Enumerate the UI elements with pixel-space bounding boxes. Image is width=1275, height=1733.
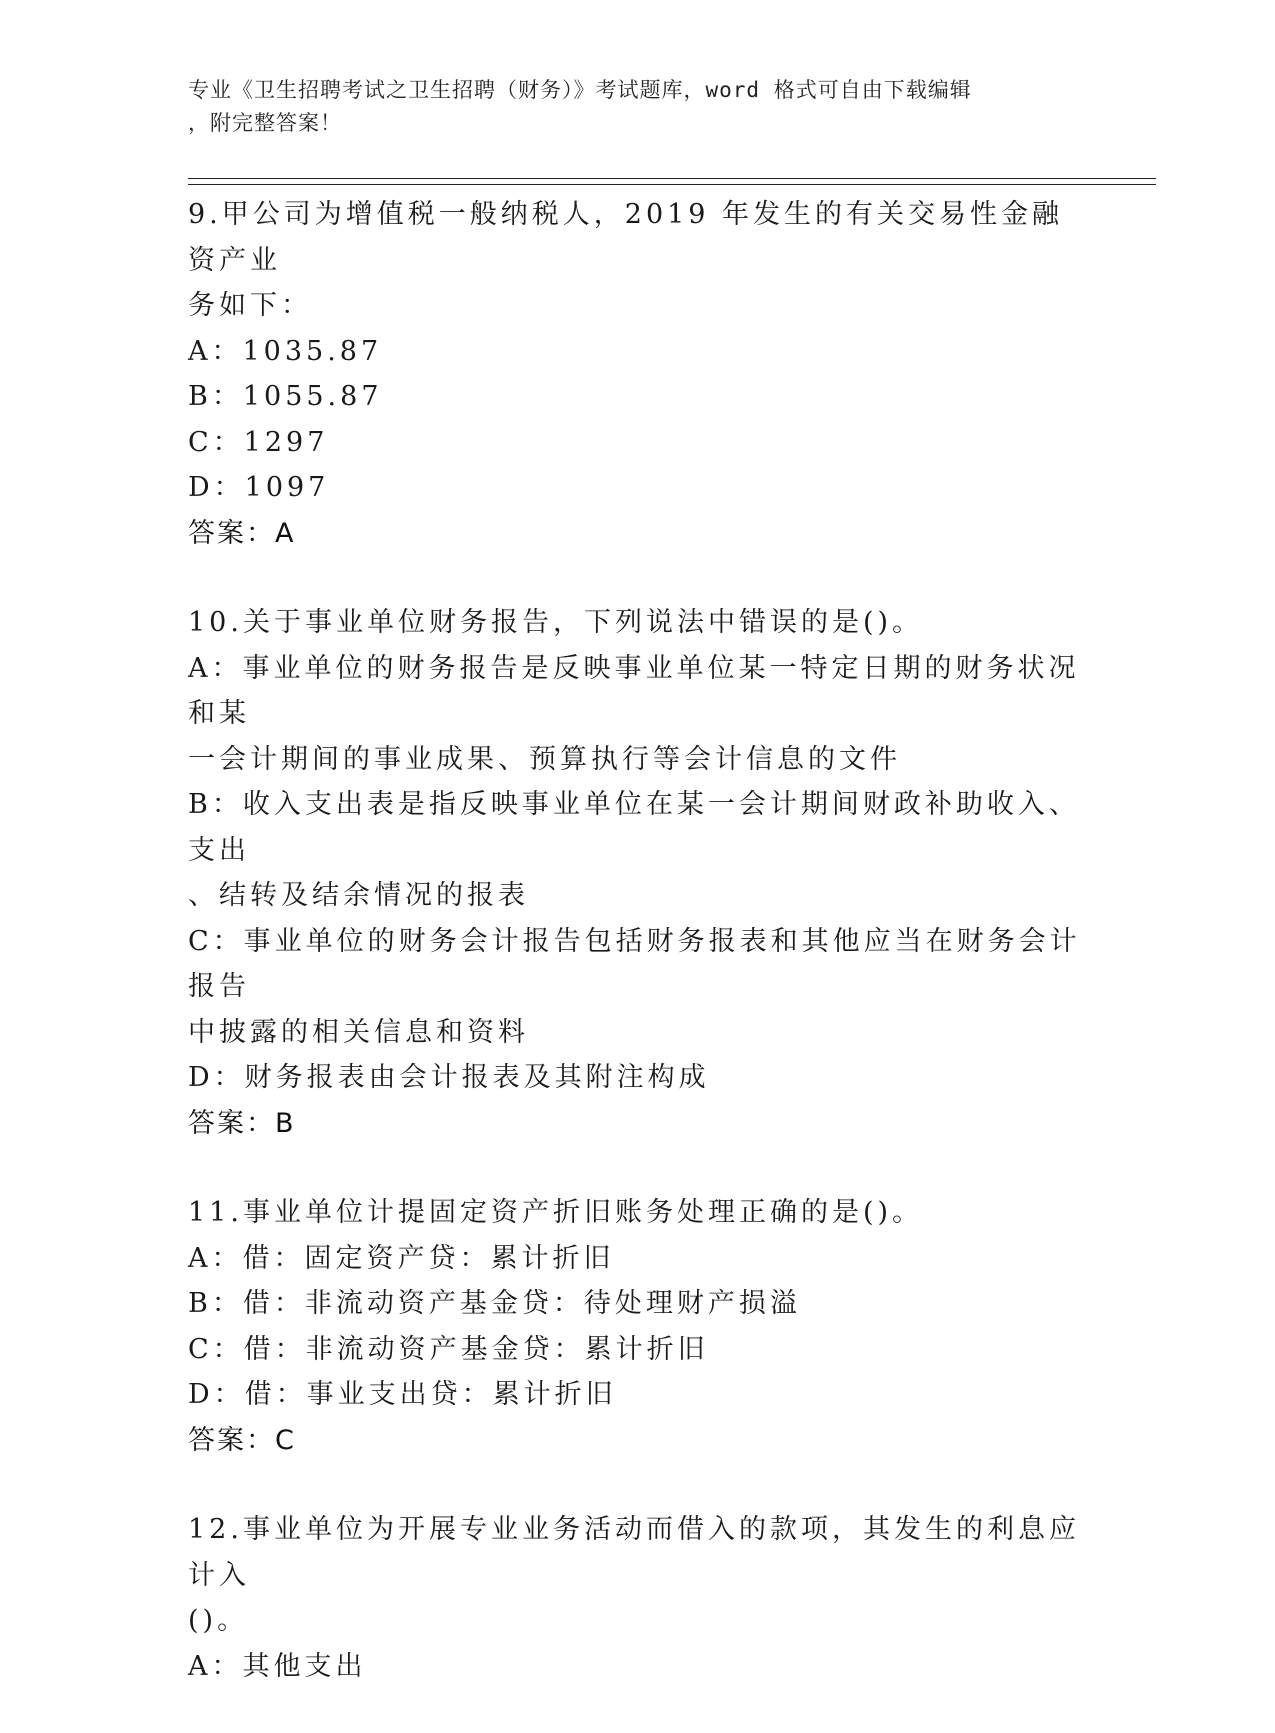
question-text-line: 务如下： [188, 290, 312, 321]
question-text-line: 10.关于事业单位财务报告，下列说法中错误的是()。 [188, 607, 924, 638]
option-b-cont: 、结转及结余情况的报表 [188, 880, 529, 911]
question-text-line: 9.甲公司为增值税一般纳税人，2019 年发生的有关交易性金融资产业 [188, 199, 1064, 276]
answer-label: 答案：A [188, 517, 296, 549]
option-a-cont: 一会计期间的事业成果、预算执行等会计信息的文件 [188, 743, 901, 775]
header-line-2: ，附完整答案！ [188, 111, 342, 135]
question-9 [188, 192, 1088, 556]
document-header [188, 74, 1068, 140]
option-a: A：借：固定资产贷：累计折旧 [188, 1242, 615, 1274]
option-b: B：借：非流动资产基金贷：待处理财产损溢 [188, 1288, 801, 1319]
header-line-1: 专业《卫生招聘考试之卫生招聘（财务）》考试题库，word 格式可自由下载编辑 [188, 78, 972, 102]
option-d: D：财务报表由会计报表及其附注构成 [188, 1062, 710, 1093]
option-b: B：1055.87 [188, 381, 383, 412]
question-10 [188, 600, 1088, 1146]
option-a: A：事业单位的财务报告是反映事业单位某一特定日期的财务状况和某 [188, 652, 1080, 729]
option-d: D：1097 [188, 472, 330, 503]
option-c: C：事业单位的财务会计报告包括财务报表和其他应当在财务会计报告 [188, 925, 1081, 1002]
header-divider-bottom [188, 184, 1156, 185]
answer-label: 答案：C [188, 1424, 296, 1456]
answer-label: 答案：B [188, 1107, 296, 1139]
question-text-line: 12.事业单位为开展专业业务活动而借入的款项，其发生的利息应计入 [188, 1514, 1080, 1591]
question-text-line: 11.事业单位计提固定资产折旧账务处理正确的是()。 [188, 1197, 924, 1228]
question-12 [188, 1507, 1088, 1689]
question-list [188, 192, 1088, 1733]
option-b: B：收入支出表是指反映事业单位在某一会计期间财政补助收入、支出 [188, 789, 1080, 866]
option-c-cont: 中披露的相关信息和资料 [188, 1016, 529, 1048]
option-a: A：1035.87 [188, 335, 383, 367]
option-d: D：借：事业支出贷：累计折旧 [188, 1379, 617, 1410]
option-c: C：借：非流动资产基金贷：累计折旧 [188, 1333, 709, 1365]
option-c: C：1297 [188, 426, 329, 458]
option-a: A：其他支出 [188, 1650, 367, 1682]
header-divider-top [188, 178, 1156, 179]
question-text-line: ()。 [188, 1605, 249, 1636]
question-11 [188, 1190, 1088, 1463]
